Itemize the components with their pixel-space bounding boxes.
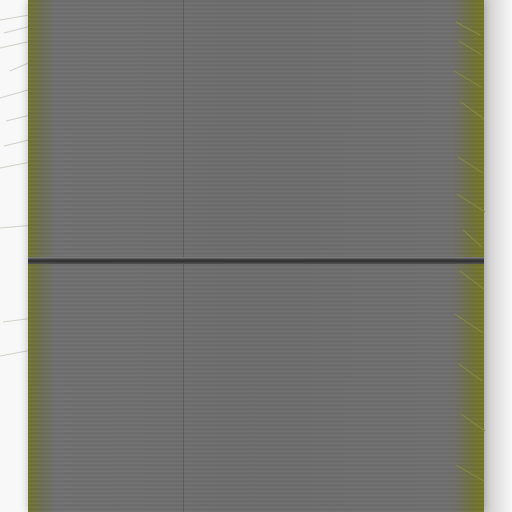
right-shadow xyxy=(484,0,512,512)
vertical-seam xyxy=(183,0,184,512)
expansion-joint xyxy=(28,257,484,264)
concrete-slab xyxy=(28,0,484,512)
